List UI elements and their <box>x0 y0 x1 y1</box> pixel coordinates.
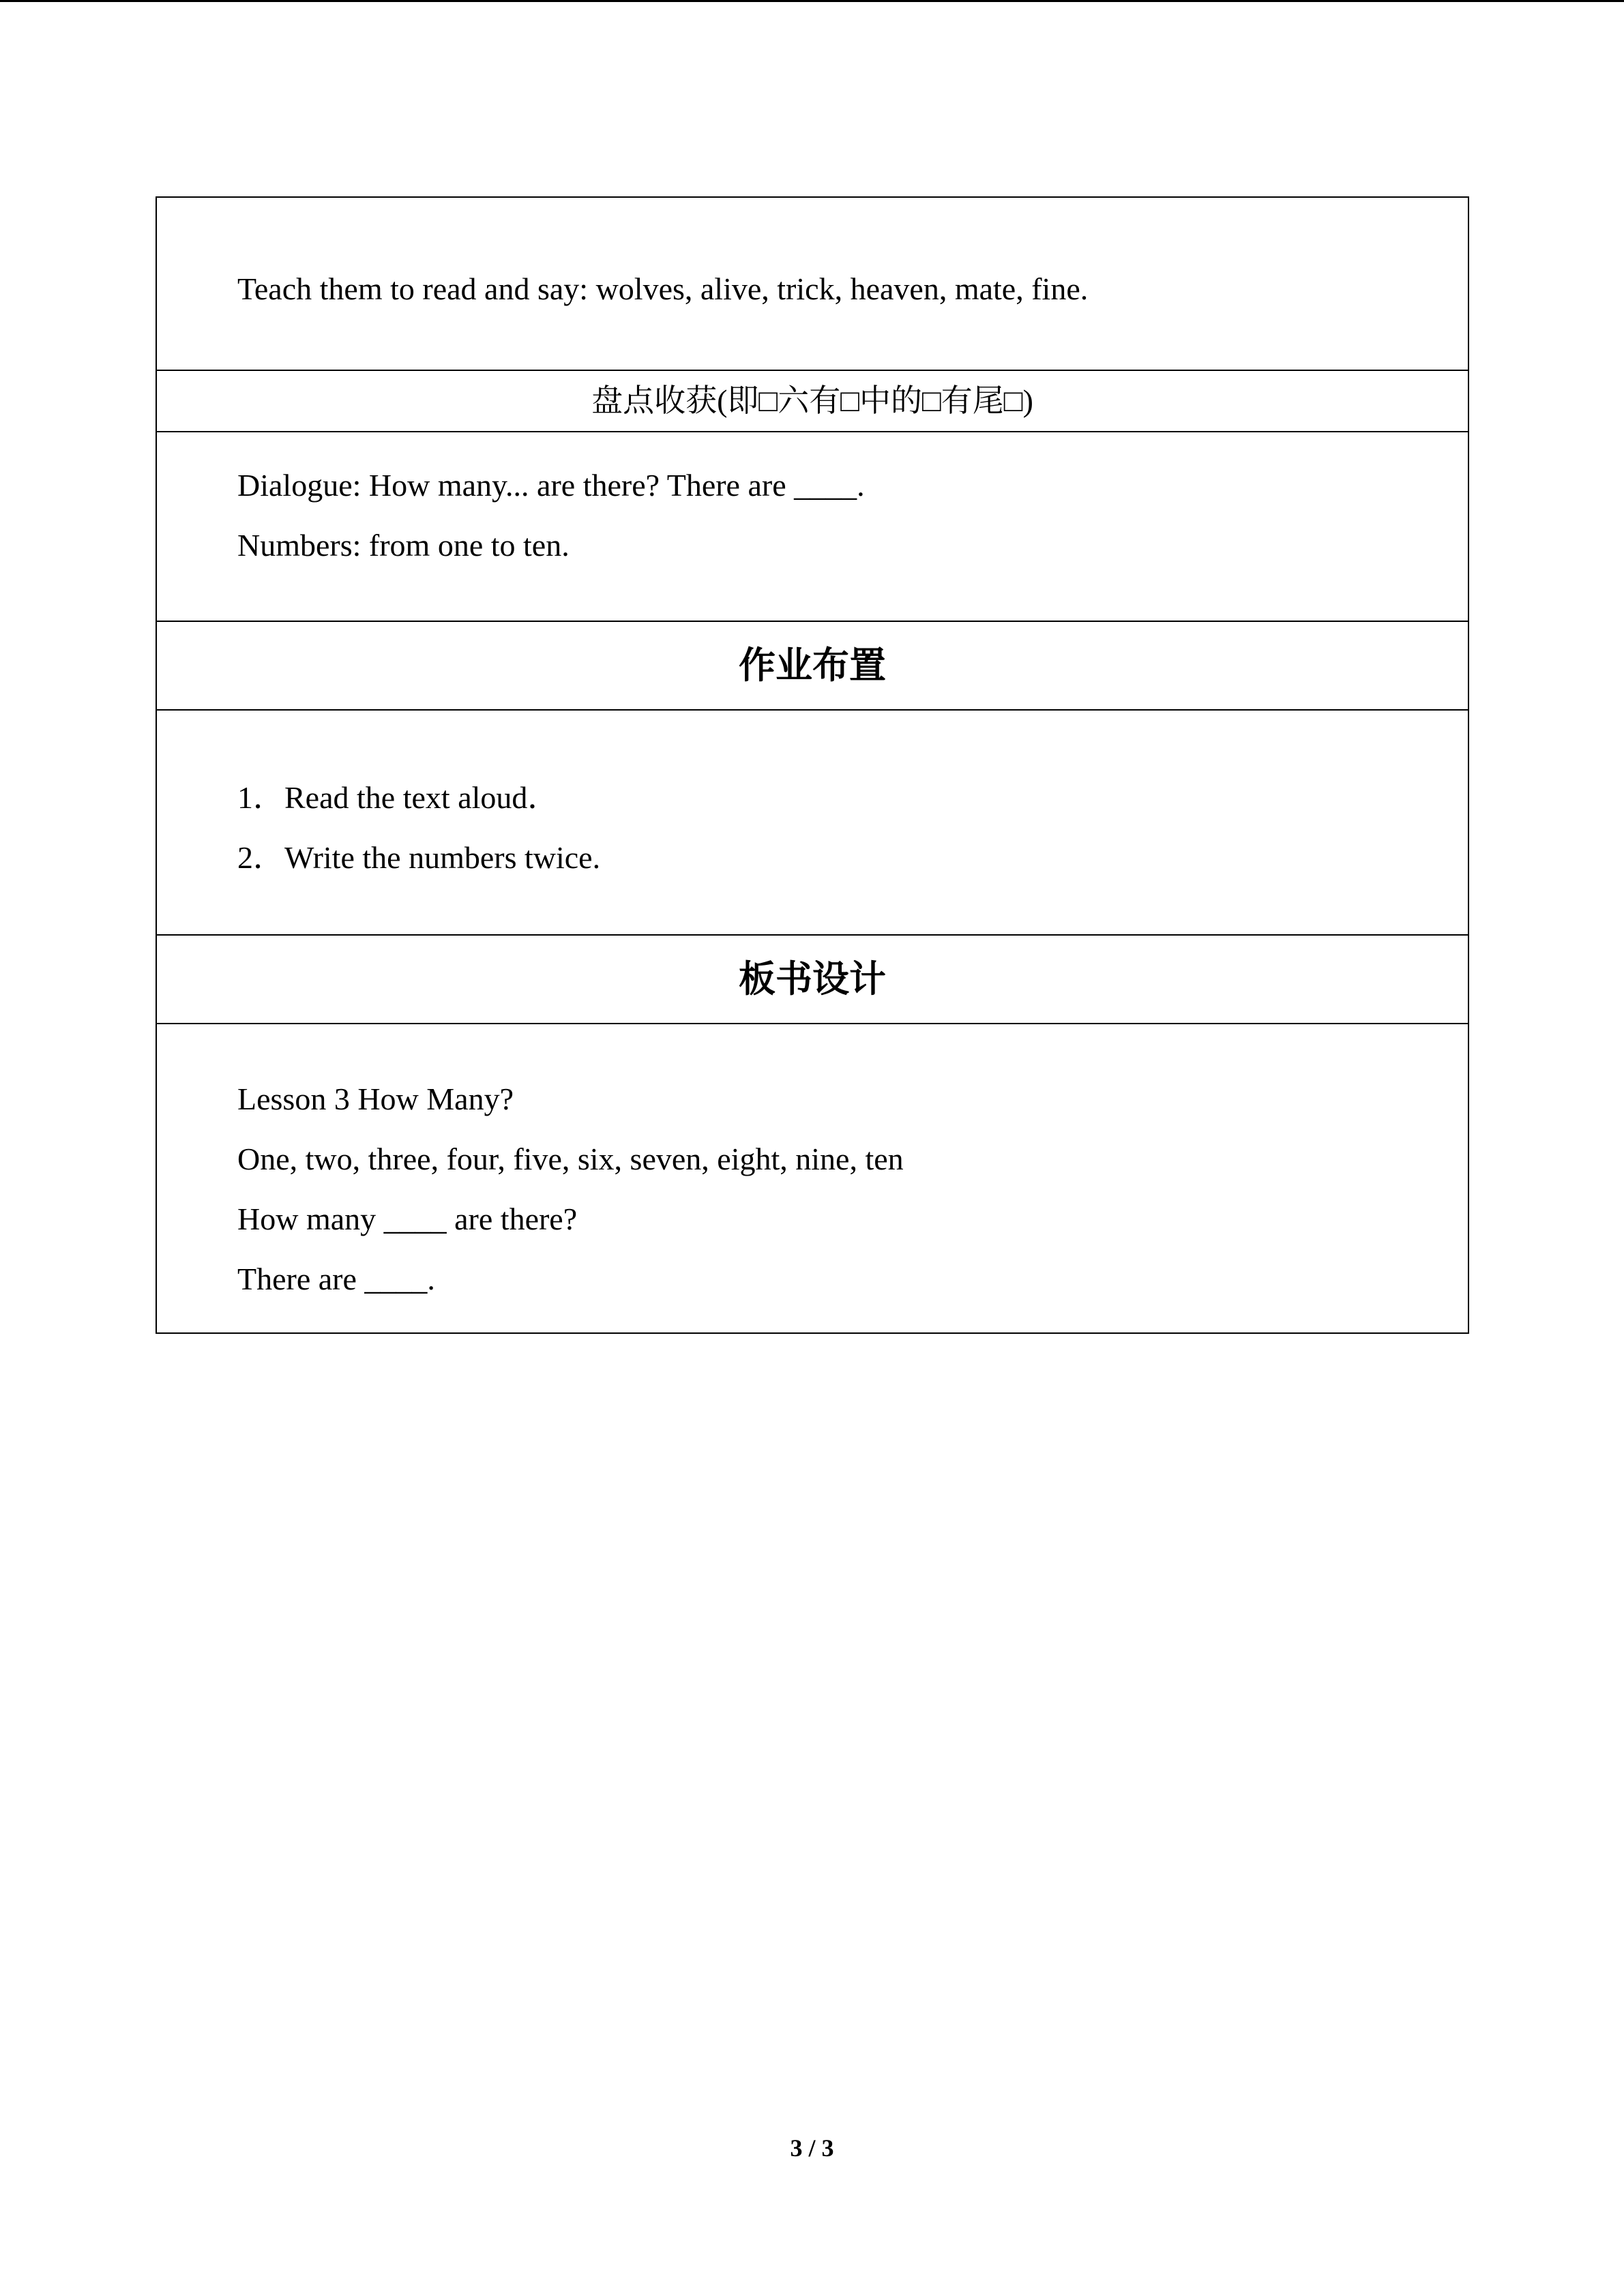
homework-heading-row <box>156 621 1468 710</box>
homework-cell <box>156 710 1468 935</box>
homework-heading-cell <box>156 621 1468 710</box>
page-top-border <box>0 0 1624 2</box>
page-number: 3 / 3 <box>790 2134 834 2162</box>
teach-row <box>156 197 1468 370</box>
homework-item-2: 2．Write the numbers twice. <box>237 840 601 875</box>
board-line-lesson-title: Lesson 3 How Many? <box>237 1082 514 1116</box>
summary-content <box>157 432 1468 576</box>
homework-heading: 作业布置 <box>739 644 886 687</box>
board-heading: 板书设计 <box>739 957 886 1000</box>
board-content <box>157 1024 1468 1309</box>
summary-title: 盘点收获(即□六有□中的□有尾□) <box>591 383 1033 418</box>
board-heading-row <box>156 935 1468 1024</box>
summary-title-row <box>156 370 1468 432</box>
board-cell <box>156 1024 1468 1333</box>
teach-content <box>157 198 1468 319</box>
teach-cell <box>156 197 1468 370</box>
teach-line: Teach them to read and say: wolves, alive, trick, heaven, mate, fine. <box>237 271 1089 306</box>
board-line-answer: There are ____. <box>237 1262 435 1296</box>
lesson-plan-table <box>156 196 1469 1334</box>
summary-line-dialogue: Dialogue: How many... are there? There are ____. <box>237 468 865 503</box>
summary-line-numbers: Numbers: from one to ten. <box>237 528 570 563</box>
board-line-question: How many ____ are there? <box>237 1202 578 1236</box>
board-line-numbers: One, two, three, four, five, six, seven, eight, nine, ten <box>237 1142 904 1176</box>
homework-content <box>157 711 1468 888</box>
homework-row <box>156 710 1468 935</box>
summary-title-cell <box>156 370 1468 432</box>
summary-cell <box>156 432 1468 621</box>
board-heading-cell <box>156 935 1468 1024</box>
homework-item-1: 1．Read the text aloud． <box>237 780 559 815</box>
summary-row <box>156 432 1468 621</box>
board-row <box>156 1024 1468 1333</box>
